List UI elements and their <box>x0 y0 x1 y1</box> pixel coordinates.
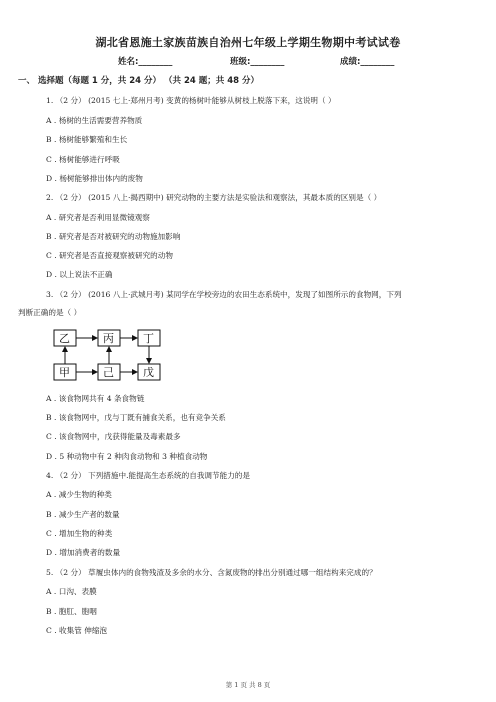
score-field: 成绩:________ <box>340 57 395 67</box>
q2-option-c: C . 研究者是否直接观察被研究的动物 <box>46 251 173 260</box>
question-3-stem-cont: 判断正确的是（ ） <box>18 308 82 317</box>
q3-option-a: A . 该食物网共有 4 条食物链 <box>46 394 145 403</box>
q2-option-a: A . 研究者是否利用显微镜观察 <box>46 213 150 222</box>
q2-option-d: D . 以上说法不正确 <box>46 270 113 279</box>
q3-option-b: B . 该食物网中，戊与丁既有捕食关系，也有竞争关系 <box>46 413 226 422</box>
question-5-stem: 5. （2 分） 草履虫体内的食物残渣及多余的水分、含氮废物的排出分别通过哪一组结构来完成的？ <box>46 568 377 577</box>
question-4-stem: 4. （2 分） 下列措施中.能提高生态系统的自我调节能力的是 <box>46 471 250 480</box>
node-ding-label: 丁 <box>143 332 154 345</box>
q1-option-d: D . 杨树能够排出体内的废物 <box>46 174 143 183</box>
q4-option-b: B . 减少生产者的数量 <box>46 510 120 519</box>
page-footer: 第 1 页 共 8 页 <box>225 681 271 689</box>
q5-option-c: C . 收集管 伸缩泡 <box>46 626 108 635</box>
node-wu-label: 戊 <box>143 366 154 379</box>
name-field: 姓名:________ <box>118 57 173 67</box>
q1-option-b: B . 杨树能够繁殖和生长 <box>46 135 128 144</box>
question-1-stem: 1. （2 分） (2015 七上·郑州月考) 变黄的杨树叶能够从树枝上脱落下来，这说明（ ） <box>46 96 336 105</box>
question-3-stem: 3. （2 分） (2016 八上·武城月考) 某同学在学校旁边的农田生态系统中，发现了如图所示的食物网，下列 <box>46 290 402 299</box>
q3-option-c: C . 该食物网中，戊获得能量及毒素最多 <box>46 432 181 441</box>
question-2-stem: 2. （2 分） (2015 八上·揭西期中) 研究动物的主要方法是实验法和观察法，其最本质的区别是（ ） <box>46 193 382 202</box>
node-yi-label: 乙 <box>59 332 70 345</box>
food-web-diagram <box>52 326 164 382</box>
q4-option-a: A . 减少生物的种类 <box>46 490 112 499</box>
node-bing-label: 丙 <box>103 332 114 345</box>
q4-option-d: D . 增加消费者的数量 <box>46 548 121 557</box>
q5-option-b: B . 胞肛、胞咽 <box>46 607 97 616</box>
q3-option-d: D . 5 种动物中有 2 种肉食动物和 3 种植食动物 <box>46 452 208 461</box>
node-ji-label: 己 <box>103 366 114 379</box>
class-field: 班级:________ <box>230 57 285 67</box>
q4-option-c: C . 增加生物的种类 <box>46 529 113 538</box>
section-heading: 一、 选择题（每题 1 分，共 24 分） （共 24 题；共 48 分） <box>18 76 259 86</box>
q1-option-c: C . 杨树能够进行呼吸 <box>46 155 120 164</box>
page-title: 湖北省恩施土家族苗族自治州七年级上学期生物期中考试试卷 <box>95 36 401 49</box>
q1-option-a: A . 杨树的生活需要营养物质 <box>46 116 143 125</box>
q5-option-a: A . 口沟、表膜 <box>46 587 97 596</box>
q2-option-b: B . 研究者是否对被研究的动物施加影响 <box>46 232 181 241</box>
node-jia-label: 甲 <box>59 366 70 379</box>
